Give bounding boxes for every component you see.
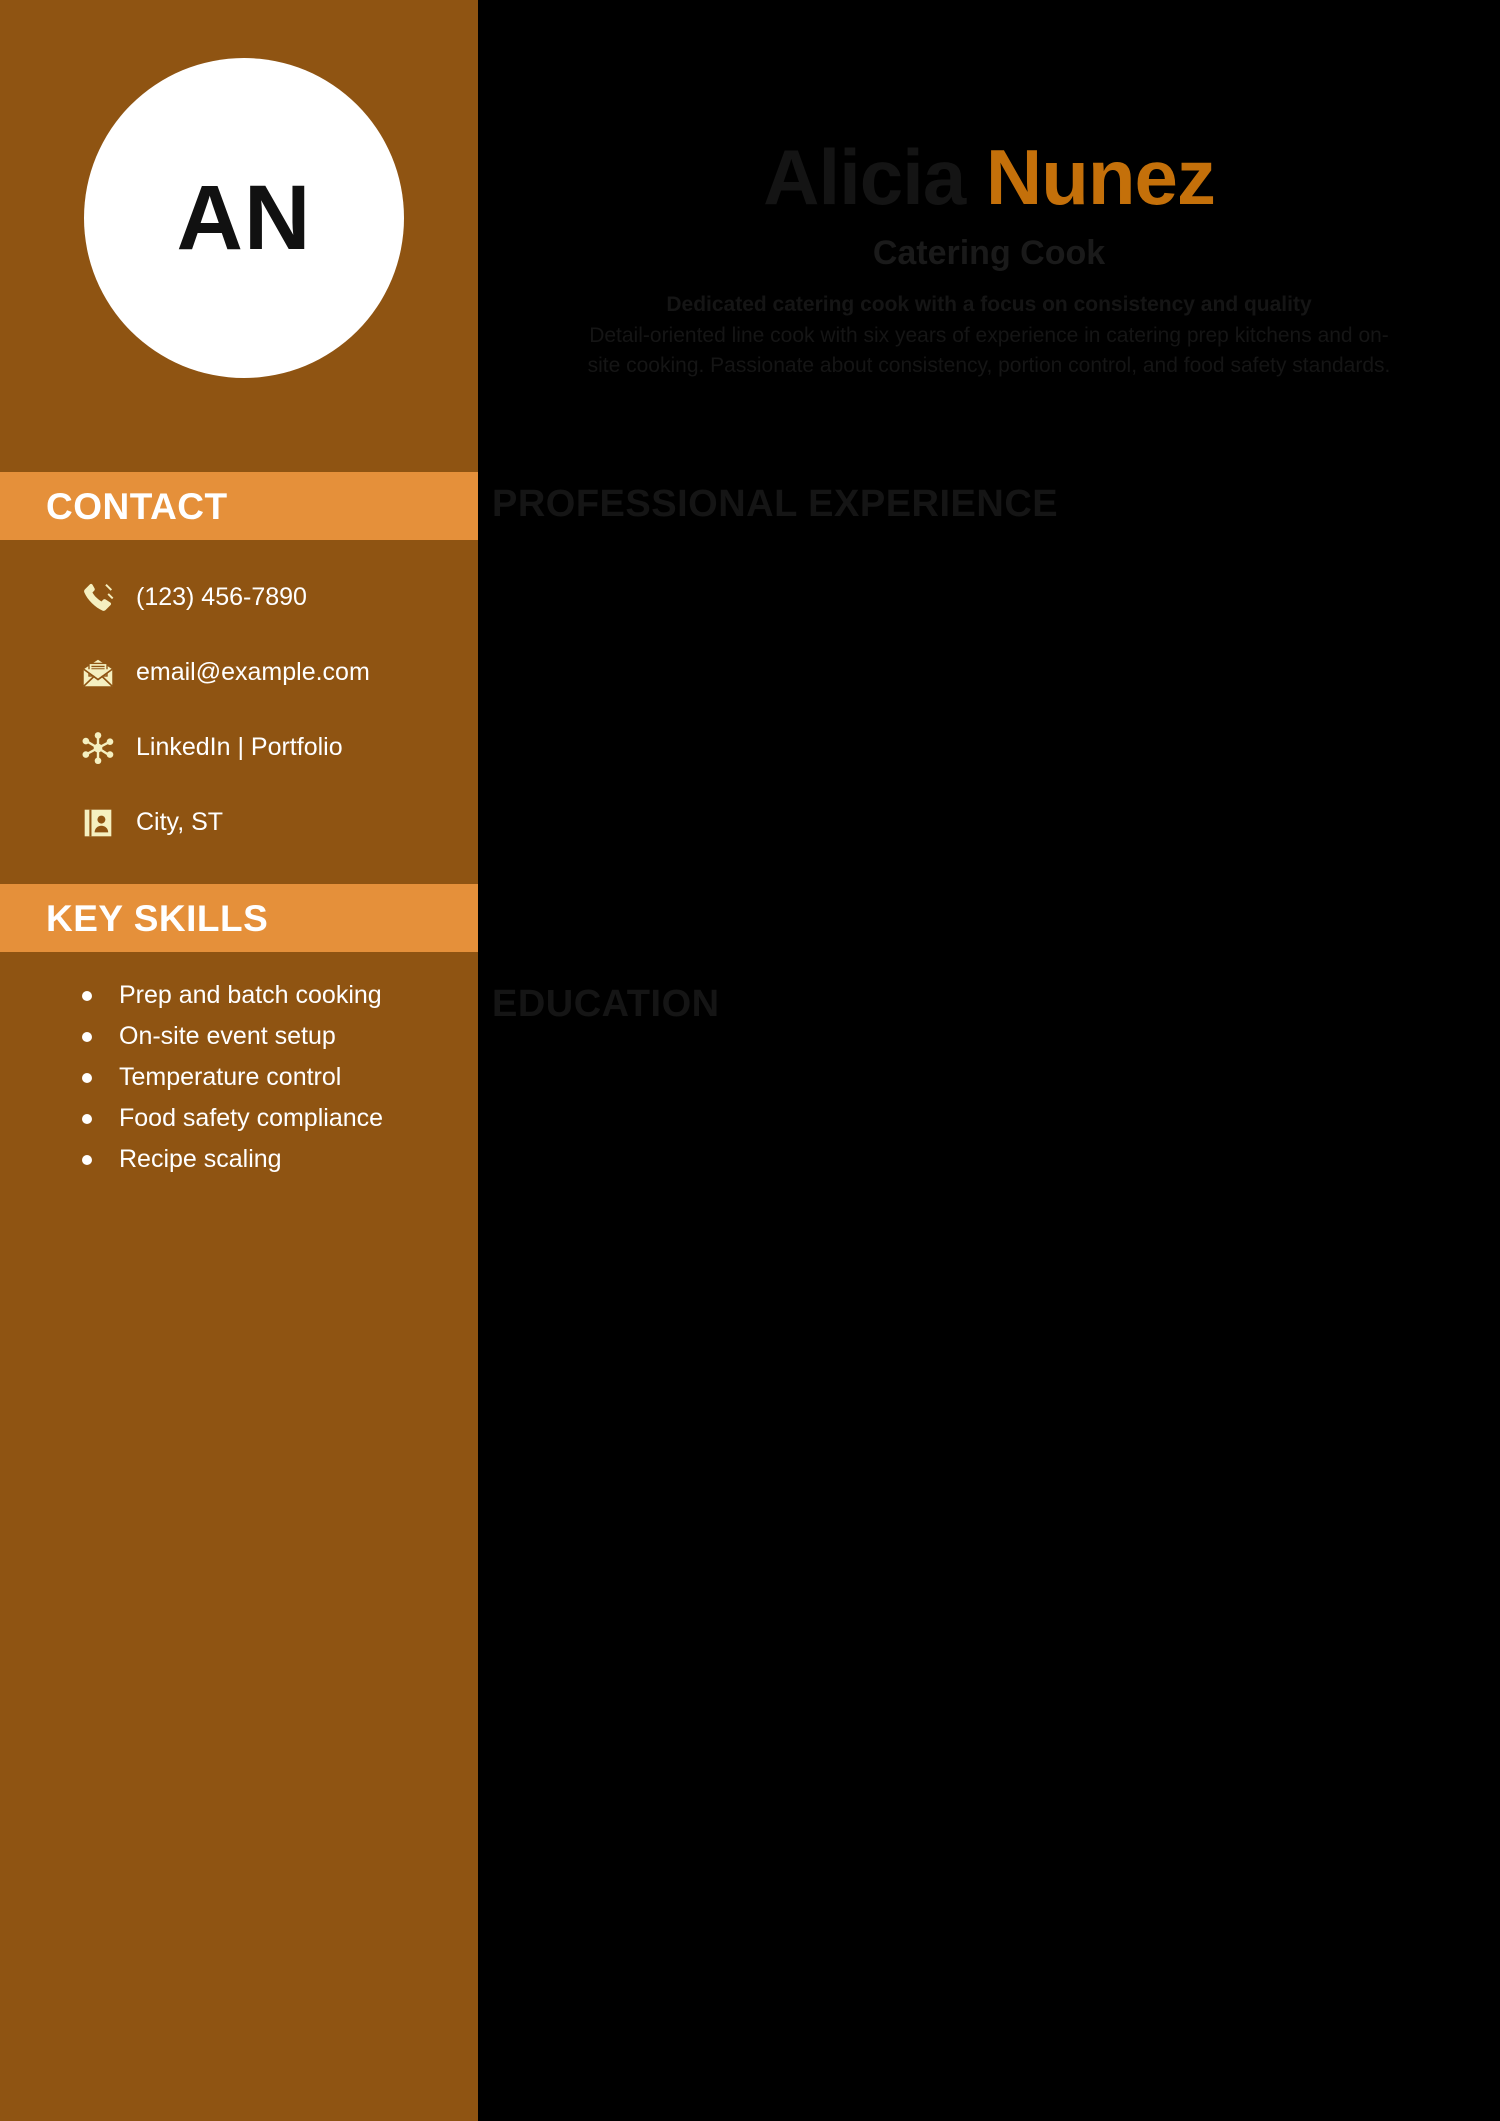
skill-label: Recipe scaling xyxy=(119,1145,282,1173)
contact-item-email[interactable] xyxy=(0,635,478,710)
summary-body: Detail-oriented line cook with six years of experience in catering prep kitchens and on-site cooking. Passionate about consistency, portion control, and food safety standards. xyxy=(587,323,1391,378)
resume-header xyxy=(478,0,1500,382)
first-name: Alicia xyxy=(763,133,966,221)
avatar xyxy=(84,58,404,378)
list-item xyxy=(0,1098,478,1139)
bullet-icon xyxy=(82,1073,92,1083)
contact-item-phone[interactable] xyxy=(0,560,478,635)
contact-list xyxy=(0,560,478,860)
phone-icon xyxy=(78,578,118,618)
contact-section-title: CONTACT xyxy=(46,485,228,527)
contact-item-phone-text: (123) 456-7890 xyxy=(136,583,307,611)
bullet-icon xyxy=(82,991,92,1001)
experience-section-body xyxy=(492,543,1500,923)
envelope-icon xyxy=(78,653,118,693)
contact-item-location[interactable] xyxy=(0,785,478,860)
contact-item-location-text: City, ST xyxy=(136,808,224,836)
contact-item-links-text: LinkedIn | Portfolio xyxy=(136,733,343,761)
summary-headline: Dedicated catering cook with a focus on consistency and quality xyxy=(666,293,1312,317)
skills-section-title: KEY SKILLS xyxy=(46,897,269,939)
last-name: Nunez xyxy=(985,133,1215,221)
skill-label: Temperature control xyxy=(119,1063,342,1091)
skills-section-band xyxy=(0,884,497,952)
skill-label: On-site event setup xyxy=(119,1022,336,1050)
contact-item-links[interactable] xyxy=(0,710,478,785)
page-title xyxy=(478,135,1500,221)
education-section-title: EDUCATION xyxy=(492,983,720,1025)
experience-section-title: PROFESSIONAL EXPERIENCE xyxy=(492,483,1059,525)
contact-section-band xyxy=(0,472,497,540)
summary-block xyxy=(579,290,1399,381)
bullet-icon xyxy=(82,1114,92,1124)
job-title: Catering Cook xyxy=(872,233,1106,272)
list-item xyxy=(0,1057,478,1098)
contact-card-icon xyxy=(78,803,118,843)
list-item xyxy=(0,975,478,1016)
list-item xyxy=(0,1016,478,1057)
network-share-icon xyxy=(78,728,118,768)
main-column xyxy=(478,0,1500,2121)
experience-section xyxy=(478,485,1500,923)
list-item xyxy=(0,1139,478,1180)
contact-item-email-text: email@example.com xyxy=(136,658,370,686)
bullet-icon xyxy=(82,1155,92,1165)
skill-label: Prep and batch cooking xyxy=(119,981,382,1009)
skills-list xyxy=(0,975,478,1180)
sidebar xyxy=(0,0,478,2121)
skill-label: Food safety compliance xyxy=(119,1104,384,1132)
avatar-initials: AN xyxy=(176,167,312,269)
education-section xyxy=(478,985,1500,1423)
education-section-body xyxy=(492,1043,1500,1423)
bullet-icon xyxy=(82,1032,92,1042)
